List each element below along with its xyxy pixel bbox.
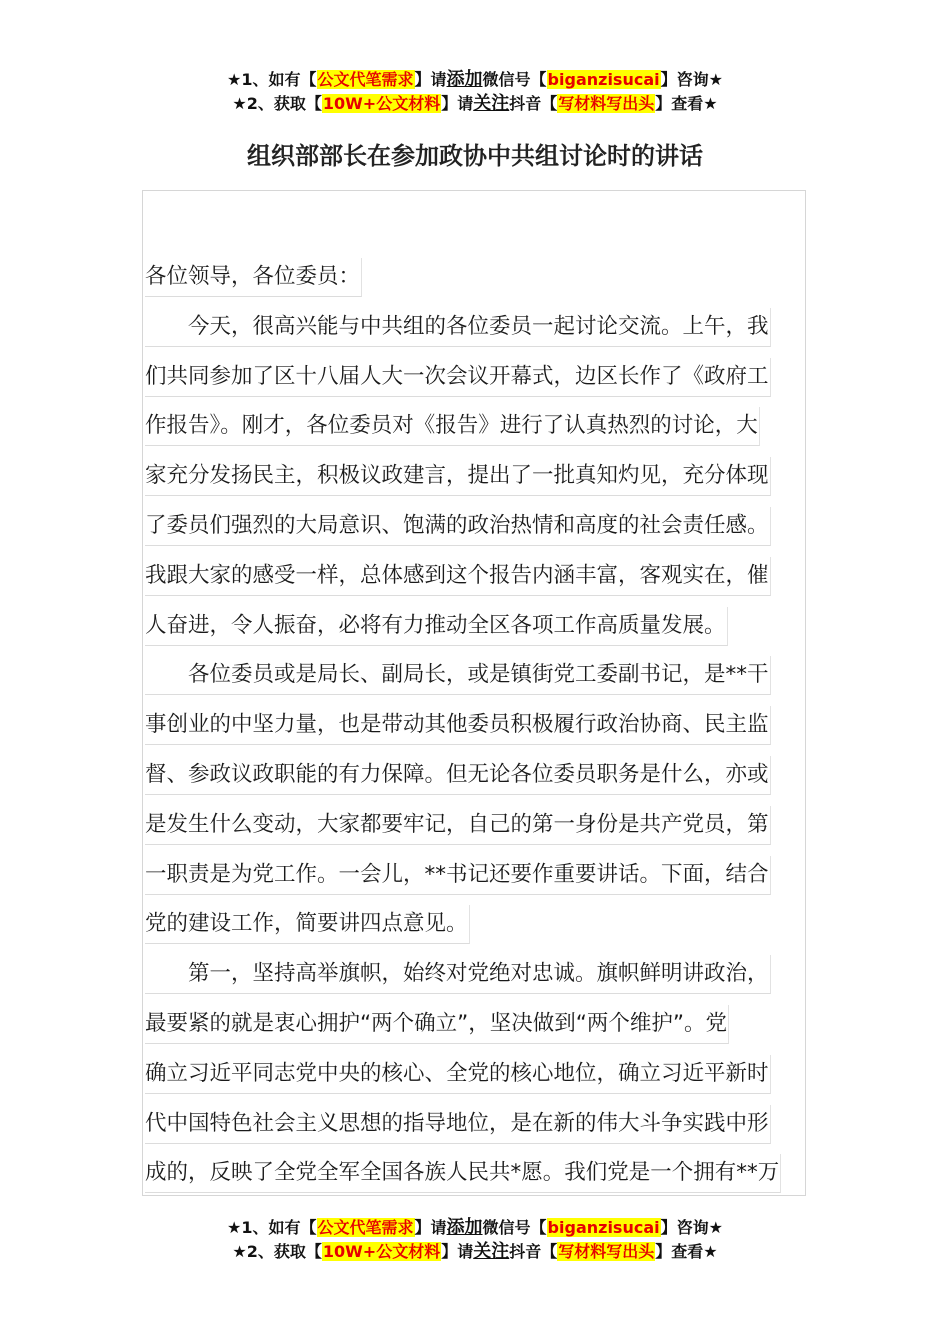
text-line: 了委员们强烈的大局意识、饱满的政治热情和高度的社会责任感。 (145, 501, 800, 551)
highlight-materials: 10W+公文材料 (322, 1242, 441, 1261)
text-line: 作报告》。刚才，各位委员对《报告》进行了认真热烈的讨论，大 (145, 401, 800, 451)
text-line: 确立习近平同志党中央的核心、全党的核心地位，确立习近平新时 (145, 1049, 800, 1099)
document-title: 组织部部长在参加政协中共组讨论时的讲话 (247, 142, 703, 170)
highlight-service: 公文代笔需求 (317, 1218, 414, 1237)
text-line: 党的建设工作，简要讲四点意见。 (145, 899, 800, 949)
banner-line-1: ★1、如有【公文代笔需求】请添加微信号【biganzisucai】咨询★ (227, 1217, 723, 1238)
highlight-wechat-id: biganzisucai (547, 70, 660, 89)
text-line: 家充分发扬民主，积极议政建言，提出了一批真知灼见，充分体现 (145, 451, 800, 501)
text-line: 我跟大家的感受一样，总体感到这个报告内涵丰富，客观实在，催 (145, 551, 800, 601)
highlight-douyin-account: 写材料写出头 (558, 1242, 655, 1261)
text-line: 事创业的中坚力量，也是带动其他委员积极履行政治协商、民主监 (145, 700, 800, 750)
text-line: 最要紧的就是衷心拥护“两个确立”，坚决做到“两个维护”。党 (145, 999, 800, 1049)
document-body (145, 252, 800, 1198)
text-line: 今天，很高兴能与中共组的各位委员一起讨论交流。上午，我 (145, 302, 800, 352)
text-line: 成的，反映了全党全军全国各族人民共*愿。我们党是一个拥有**万 (145, 1148, 800, 1198)
banner-line-2: ★2、获取【10W+公文材料】请关注抖音【写材料写出头】查看★ (232, 1241, 718, 1262)
text-line: 人奋进，令人振奋，必将有力推动全区各项工作高质量发展。 (145, 601, 800, 651)
text-line: 督、参政议政职能的有力保障。但无论各位委员职务是什么，亦或 (145, 750, 800, 800)
text-line: 是发生什么变动，大家都要牢记，自己的第一身份是共产党员，第 (145, 800, 800, 850)
text-line: 代中国特色社会主义思想的指导地位，是在新的伟大斗争实践中形 (145, 1099, 800, 1149)
highlight-materials: 10W+公文材料 (322, 94, 441, 113)
top-banner (0, 68, 950, 116)
banner-line-2: ★2、获取【10W+公文材料】请关注抖音【写材料写出头】查看★ (232, 93, 718, 114)
highlight-wechat-id: biganzisucai (547, 1218, 660, 1237)
highlight-douyin-account: 写材料写出头 (558, 94, 655, 113)
text-line: 第一，坚持高举旗帜，始终对党绝对忠诚。旗帜鲜明讲政治， (145, 949, 800, 999)
banner-line-1: ★1、如有【公文代笔需求】请添加微信号【biganzisucai】咨询★ (227, 69, 723, 90)
text-line: 一职责是为党工作。一会儿，**书记还要作重要讲话。下面，结合 (145, 850, 800, 900)
bottom-banner (0, 1216, 950, 1264)
text-line: 各位委员或是局长、副局长，或是镇街党工委副书记，是**干 (145, 650, 800, 700)
highlight-service: 公文代笔需求 (317, 70, 414, 89)
text-line: 们共同参加了区十八届人大一次会议开幕式，边区长作了《政府工 (145, 352, 800, 402)
text-line: 各位领导，各位委员： (145, 252, 800, 302)
